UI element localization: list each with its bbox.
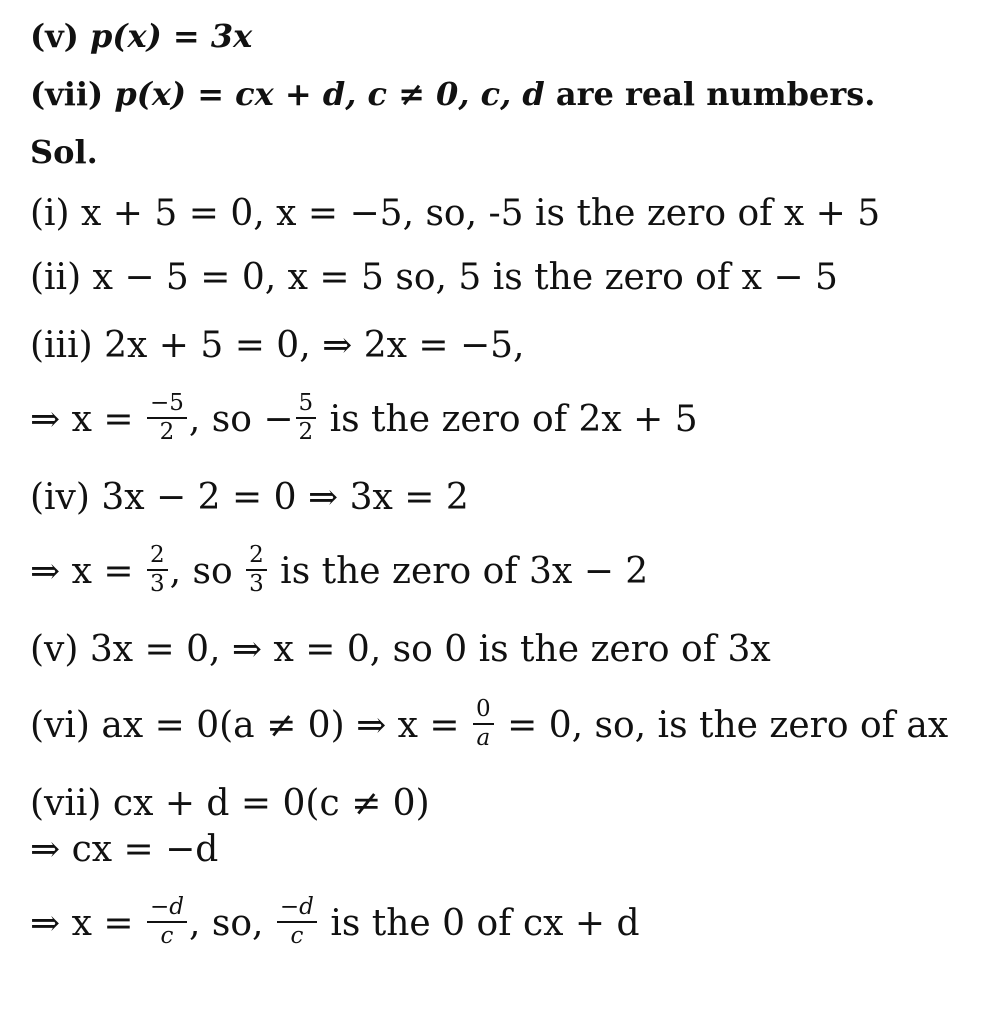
question-vii: (vii) p(x) = cx + d, c ≠ 0, c, d are real numbers. [30, 75, 876, 113]
solution-i: (i) x + 5 = 0, x = −5, so, -5 is the zero of x + 5 [30, 193, 881, 234]
fraction: $\frac{-d}{c}$ [147, 896, 187, 948]
fraction: $\frac{2}{3}$ [147, 544, 168, 596]
solution-iii-b: ⇒ x = $\frac{-5}{2}$ , so − $\frac{5}{2}$ is the zero of 2x + 5 [30, 390, 698, 445]
solution-ii: (ii) x − 5 = 0, x = 5 so, 5 is the zero of x − 5 [30, 257, 838, 298]
solution-iv-a: (iv) 3x − 2 = 0 ⇒ 3x = 2 [30, 477, 469, 518]
solution-vi: (vi) ax = 0(a ≠ 0) ⇒ x = $\frac{0}{a}$ = 0, so, is the zero of ax [30, 696, 949, 751]
fraction: $\frac{-5}{2}$ [147, 392, 187, 444]
solution-vii-a: (vii) cx + d = 0(c ≠ 0) [30, 783, 430, 824]
fraction: $\frac{-d}{c}$ [277, 896, 317, 948]
solution-vii-c: ⇒ x = $\frac{-d}{c}$ , so, $\frac{-d}{c}$ is the 0 of cx + d [30, 894, 640, 949]
question-v: (v) p(x) = 3x [30, 17, 253, 55]
solution-iii-a: (iii) 2x + 5 = 0, ⇒ 2x = −5, [30, 325, 525, 366]
fraction: $\frac{0}{a}$ [473, 698, 494, 750]
fraction: $\frac{5}{2}$ [296, 392, 317, 444]
solution-vii-b: ⇒ cx = −d [30, 829, 219, 870]
solution-v: (v) 3x = 0, ⇒ x = 0, so 0 is the zero of 3x [30, 629, 771, 670]
fraction: $\frac{2}{3}$ [246, 544, 267, 596]
solution-iv-b: ⇒ x = $\frac{2}{3}$ , so $\frac{2}{3}$ is the zero of 3x − 2 [30, 542, 649, 597]
sol-label: Sol. [30, 133, 98, 171]
